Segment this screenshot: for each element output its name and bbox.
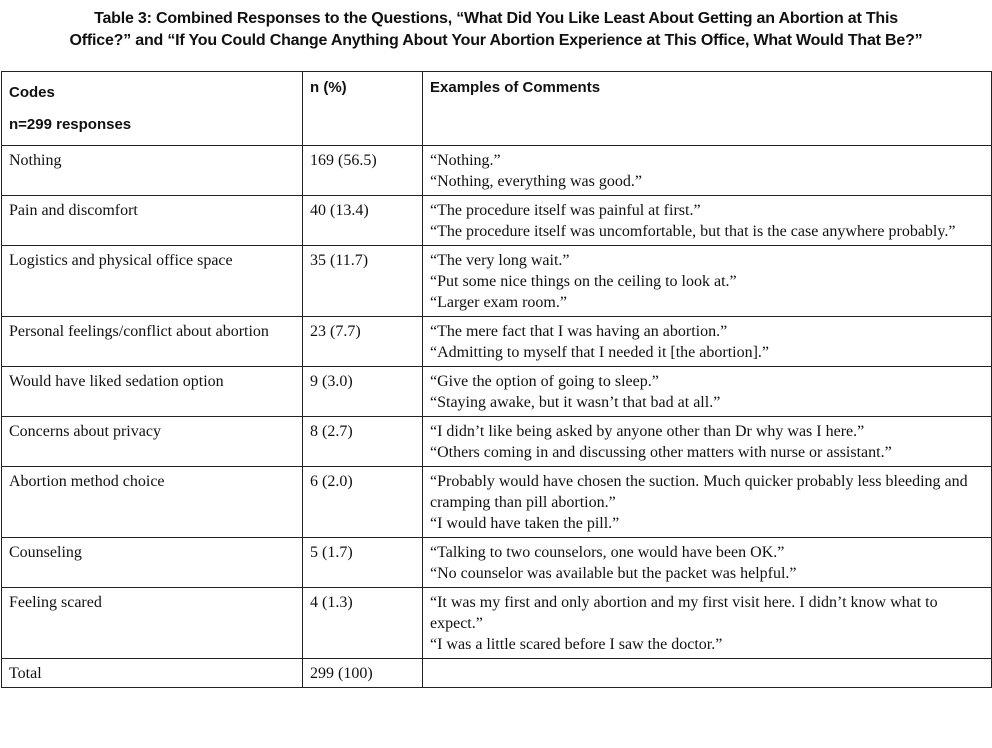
caption-line-1: Table 3: Combined Responses to the Questions, “What Did You Like Least About Getting an Abortion at This (94, 10, 898, 27)
row-code: Logistics and physical office space (2, 246, 303, 317)
row-comments (423, 246, 992, 317)
comment: “I was a little scared before I saw the doctor.” (430, 636, 723, 653)
row-comments (423, 588, 992, 659)
header-codes-n: n=299 responses (9, 116, 132, 133)
row-n: 9 (3.0) (303, 367, 423, 417)
row-n: 4 (1.3) (303, 588, 423, 659)
header-examples: Examples of Comments (423, 72, 992, 146)
row-comments (423, 146, 992, 196)
comment: “Probably would have chosen the suction. Much quicker probably less bleeding and cramping than pill abortion.” (430, 473, 968, 511)
row-comments (423, 467, 992, 538)
comment: “The very long wait.” (430, 252, 570, 269)
row-code: Abortion method choice (2, 467, 303, 538)
comment: “The procedure itself was uncomfortable, but that is the case anywhere probably.” (430, 223, 956, 240)
comment: “Staying awake, but it wasn’t that bad at all.” (430, 394, 721, 411)
row-n: 8 (2.7) (303, 417, 423, 467)
responses-table (1, 71, 992, 688)
row-comments (423, 196, 992, 246)
comment: “Admitting to myself that I needed it [the abortion].” (430, 344, 770, 361)
row-n: 23 (7.7) (303, 317, 423, 367)
row-n: 40 (13.4) (303, 196, 423, 246)
row-n: 169 (56.5) (303, 146, 423, 196)
row-n: 6 (2.0) (303, 467, 423, 538)
table-row (2, 317, 992, 367)
row-code: Counseling (2, 538, 303, 588)
row-code: Would have liked sedation option (2, 367, 303, 417)
table-header-row (2, 72, 992, 146)
row-code: Concerns about privacy (2, 417, 303, 467)
comment: “Give the option of going to sleep.” (430, 373, 659, 390)
row-n: 35 (11.7) (303, 246, 423, 317)
comment: “It was my first and only abortion and my first visit here. I didn’t know what to expect.” (430, 594, 938, 632)
caption-line-2: Office?” and “If You Could Change Anything About Your Abortion Experience at This Office, What Would That Be?” (69, 32, 923, 49)
row-comments (423, 317, 992, 367)
header-n-pct: n (%) (303, 72, 423, 146)
comment: “I would have taken the pill.” (430, 515, 620, 532)
table-row (2, 467, 992, 538)
comment: “I didn’t like being asked by anyone other than Dr why was I here.” (430, 423, 865, 440)
total-label: Total (2, 659, 303, 688)
comment: “Nothing.” (430, 152, 501, 169)
row-comments (423, 367, 992, 417)
row-code: Pain and discomfort (2, 196, 303, 246)
table-caption (0, 8, 992, 52)
comment: “No counselor was available but the packet was helpful.” (430, 565, 797, 582)
table-row (2, 246, 992, 317)
row-code: Personal feelings/conflict about abortion (2, 317, 303, 367)
table-row (2, 367, 992, 417)
header-codes-label: Codes (9, 84, 55, 101)
comment: “Talking to two counselors, one would have been OK.” (430, 544, 785, 561)
table-row (2, 417, 992, 467)
comment: “Larger exam room.” (430, 294, 567, 311)
header-codes (2, 72, 303, 146)
table-row (2, 146, 992, 196)
row-comments (423, 417, 992, 467)
table-row (2, 538, 992, 588)
table-row (2, 588, 992, 659)
row-n: 5 (1.7) (303, 538, 423, 588)
comment: “The procedure itself was painful at first.” (430, 202, 701, 219)
row-code: Feeling scared (2, 588, 303, 659)
comment: “The mere fact that I was having an abortion.” (430, 323, 728, 340)
comment: “Put some nice things on the ceiling to look at.” (430, 273, 737, 290)
table-row (2, 196, 992, 246)
row-comments (423, 538, 992, 588)
comment: “Nothing, everything was good.” (430, 173, 642, 190)
row-code: Nothing (2, 146, 303, 196)
total-comments-empty (423, 659, 992, 688)
total-row (2, 659, 992, 688)
total-n: 299 (100) (303, 659, 423, 688)
comment: “Others coming in and discussing other matters with nurse or assistant.” (430, 444, 892, 461)
